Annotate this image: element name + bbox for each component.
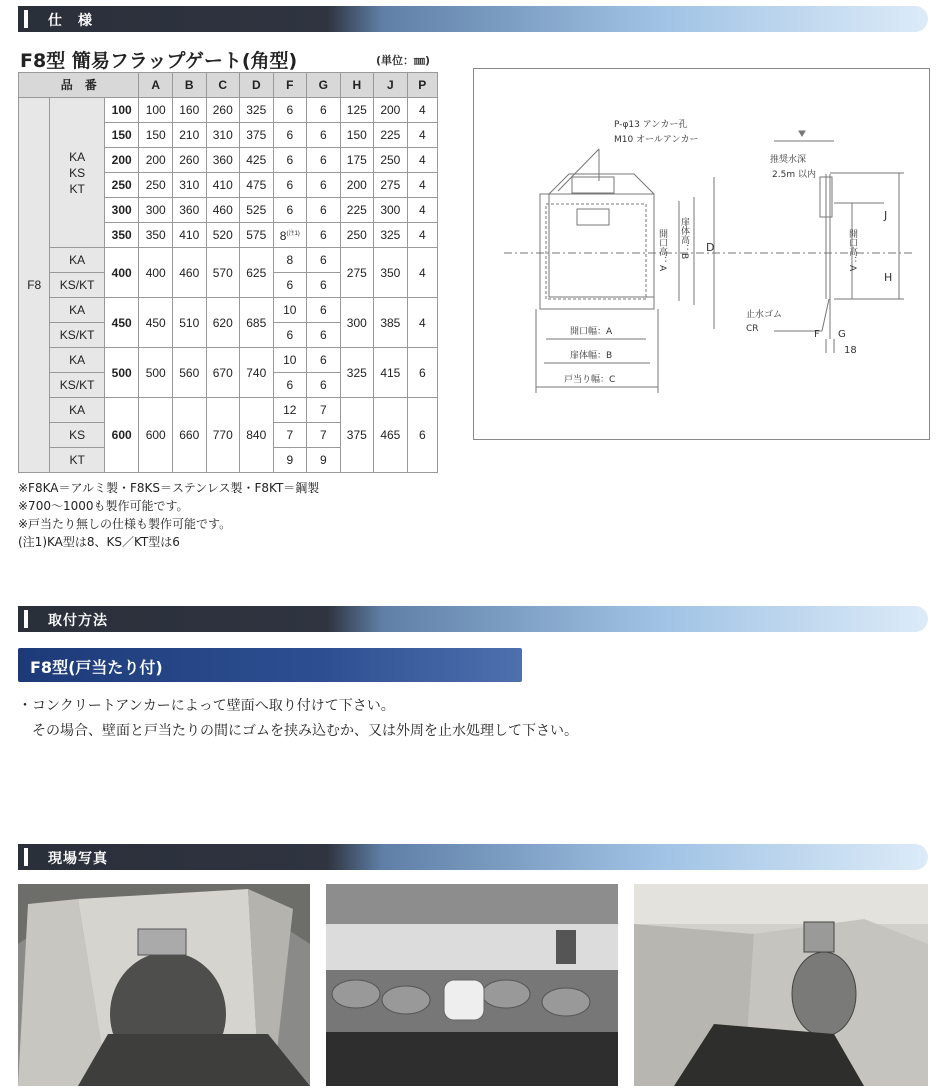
value-cell: 200	[139, 148, 173, 173]
unit-label: (単位：㎜)	[376, 54, 431, 67]
value-cell: 160	[172, 98, 206, 123]
section-title-spec: 仕 様	[48, 13, 93, 29]
section-title-install: 取付方法	[48, 613, 108, 629]
value-cell: 6	[273, 98, 307, 123]
category-cell	[50, 98, 104, 248]
note-line: ※戸当たり無しの仕様も製作可能です。	[18, 517, 232, 531]
value-cell: 400	[139, 248, 173, 298]
site-photo-1	[18, 884, 310, 1086]
section-marker	[24, 10, 28, 28]
label-D: D	[706, 241, 715, 254]
technical-drawing	[473, 68, 930, 440]
value-cell: 300	[374, 198, 408, 223]
value-cell: 175	[340, 148, 374, 173]
value-cell: 200	[340, 173, 374, 198]
value-cell: 840	[240, 398, 274, 473]
category-cell: KA	[50, 398, 104, 423]
label-rubber: 止水ゴム	[746, 310, 783, 320]
value-cell: 6	[307, 198, 341, 223]
value-cell: 350	[139, 223, 173, 248]
table-header-row	[19, 73, 438, 98]
photo-3-illustration	[634, 884, 928, 1086]
value-cell: 360	[172, 198, 206, 223]
size-cell: 100	[104, 98, 139, 123]
product-title: F8型 簡易フラップゲート(角型)	[20, 50, 298, 72]
value-cell: 10	[273, 298, 307, 323]
value-cell: 310	[172, 173, 206, 198]
value-cell: 410	[172, 223, 206, 248]
value-cell: 510	[172, 298, 206, 348]
value-cell: 620	[206, 298, 240, 348]
value-cell: 415	[374, 348, 408, 398]
value-cell: 375	[340, 398, 374, 473]
value-cell: 375	[240, 123, 274, 148]
label-anchor-bolt: M10 オールアンカー	[614, 135, 699, 145]
value-cell: 6	[407, 398, 437, 473]
value-cell: 275	[374, 173, 408, 198]
category-cell: KS/KT	[50, 323, 104, 348]
value-cell: 500	[139, 348, 173, 398]
spec-notes	[18, 479, 319, 551]
value-cell: 465	[374, 398, 408, 473]
value-cell: 6	[273, 148, 307, 173]
value-cell: 4	[407, 223, 437, 248]
value-cell: 600	[139, 398, 173, 473]
value-cell: 6	[307, 373, 341, 398]
label-door-height: 扉体高：B	[679, 217, 689, 260]
header-cell: G	[307, 73, 341, 98]
value-cell: 4	[407, 148, 437, 173]
table-row	[19, 348, 438, 373]
label-depth: 推奨水深	[770, 155, 807, 165]
note-line: ※F8KA＝アルミ製・F8KS＝ステンレス製・F8KT＝鋼製	[18, 481, 320, 495]
value-cell: 6	[307, 123, 341, 148]
value-cell: 350	[374, 248, 408, 298]
value-cell: 150	[139, 123, 173, 148]
water-mark	[799, 131, 805, 136]
header-cell: P	[407, 73, 437, 98]
category-label: KS	[69, 165, 86, 180]
section-bar-install	[18, 606, 928, 632]
header-cell: A	[139, 73, 173, 98]
model-cell: F8	[19, 98, 50, 473]
value-cell: 6	[307, 248, 341, 273]
value-cell: 4	[407, 248, 437, 298]
instruction-line: その場合、壁面と戸当たりの間にゴムを挟み込むか、又は外周を止水処理して下さい。	[18, 723, 578, 739]
value-cell: 4	[407, 123, 437, 148]
frame-outline	[549, 174, 654, 297]
category-cell: KS/KT	[50, 373, 104, 398]
header-cell: 品 番	[19, 73, 139, 98]
value-cell: 6	[307, 273, 341, 298]
value-cell: 450	[139, 298, 173, 348]
size-cell: 150	[104, 123, 139, 148]
value-cell: 9	[307, 448, 341, 473]
instruction-line: ・コンクリートアンカーによって壁面へ取り付けて下さい。	[18, 698, 395, 714]
label-depth-value: 2.5m 以内	[772, 170, 816, 180]
value-cell: 460	[206, 198, 240, 223]
drawing-svg	[474, 69, 929, 439]
value-cell: 4	[407, 98, 437, 123]
photo-1-illustration	[18, 884, 310, 1086]
install-instructions	[18, 694, 578, 744]
value-cell: 625	[240, 248, 274, 298]
anchor-leader-2	[558, 149, 599, 191]
value-cell: 225	[340, 198, 374, 223]
section-bar-photos	[18, 844, 928, 870]
value-cell: 225	[374, 123, 408, 148]
section-marker	[24, 610, 28, 628]
table-row	[19, 298, 438, 323]
value-cell: 9	[273, 448, 307, 473]
size-cell: 600	[104, 398, 139, 473]
value-cell: 6	[273, 273, 307, 298]
spec-table	[18, 72, 438, 473]
value-cell: 670	[206, 348, 240, 398]
value-cell: 360	[206, 148, 240, 173]
header-cell: D	[240, 73, 274, 98]
size-cell: 400	[104, 248, 139, 298]
value-cell: 410	[206, 173, 240, 198]
category-cell: KA	[50, 348, 104, 373]
value-cell: 6	[307, 348, 341, 373]
site-photo-3	[634, 884, 928, 1086]
value-cell	[273, 223, 307, 248]
value-text: 8	[279, 229, 287, 243]
table-row	[19, 98, 438, 123]
header-cell: C	[206, 73, 240, 98]
value-cell: 325	[374, 223, 408, 248]
size-cell: 450	[104, 298, 139, 348]
value-cell: 385	[374, 298, 408, 348]
value-cell: 660	[172, 398, 206, 473]
value-cell: 6	[307, 323, 341, 348]
opening-dashed	[546, 204, 646, 299]
value-cell: 325	[340, 348, 374, 398]
value-cell: 4	[407, 173, 437, 198]
table-row	[19, 398, 438, 423]
category-cell: KS/KT	[50, 273, 104, 298]
size-cell: 500	[104, 348, 139, 398]
category-cell: KT	[50, 448, 104, 473]
value-cell: 100	[139, 98, 173, 123]
label-G: G	[838, 329, 846, 340]
value-cell: 525	[240, 198, 274, 223]
category-cell: KA	[50, 248, 104, 273]
size-cell: 250	[104, 173, 139, 198]
label-J: J	[884, 209, 888, 222]
label-open-height: 開口高：A	[657, 229, 667, 272]
subheading-bar	[18, 648, 522, 682]
value-cell: 575	[240, 223, 274, 248]
rubber-leader-2	[822, 299, 829, 331]
value-cell: 460	[172, 248, 206, 298]
value-cell: 6	[407, 348, 437, 398]
value-cell: 570	[206, 248, 240, 298]
hinge-plate	[577, 209, 609, 225]
header-cell: J	[374, 73, 408, 98]
header-cell: H	[340, 73, 374, 98]
value-cell: 250	[340, 223, 374, 248]
value-cell: 125	[340, 98, 374, 123]
section-title-photos: 現場写真	[48, 851, 108, 867]
value-cell: 210	[172, 123, 206, 148]
value-cell: 6	[307, 298, 341, 323]
value-cell: 200	[374, 98, 408, 123]
size-cell: 350	[104, 223, 139, 248]
value-cell: 425	[240, 148, 274, 173]
note-line: ※700～1000も製作可能です。	[18, 499, 189, 513]
label-anchor-hole: P-φ13 アンカー孔	[614, 120, 688, 130]
category-cell: KA	[50, 298, 104, 323]
value-cell: 740	[240, 348, 274, 398]
label-stop-width: 戸当り幅：C	[564, 375, 616, 385]
category-label: KT	[69, 181, 85, 196]
section-marker	[24, 848, 28, 866]
label-18: 18	[844, 345, 857, 356]
label-F: F	[814, 329, 820, 340]
drawing-labels	[564, 118, 892, 385]
label-open-height-side: 開口高：A	[847, 229, 857, 272]
value-cell: 310	[206, 123, 240, 148]
value-cell: 4	[407, 298, 437, 348]
label-door-width: 扉体幅：B	[570, 351, 613, 361]
value-cell: 520	[206, 223, 240, 248]
footnote-mark: (注1)	[286, 231, 300, 237]
size-cell: 300	[104, 198, 139, 223]
value-cell: 260	[172, 148, 206, 173]
value-cell: 6	[307, 173, 341, 198]
photo-2-illustration	[326, 884, 618, 1086]
value-cell: 685	[240, 298, 274, 348]
value-cell: 6	[307, 98, 341, 123]
value-cell: 6	[273, 373, 307, 398]
value-cell: 260	[206, 98, 240, 123]
value-cell: 150	[340, 123, 374, 148]
value-cell: 4	[407, 198, 437, 223]
header-cell: B	[172, 73, 206, 98]
value-cell: 300	[340, 298, 374, 348]
site-photo-2	[326, 884, 618, 1086]
value-cell: 10	[273, 348, 307, 373]
value-cell: 6	[273, 173, 307, 198]
category-cell: KS	[50, 423, 104, 448]
label-H: H	[884, 271, 893, 284]
value-cell: 325	[240, 98, 274, 123]
value-cell: 6	[273, 123, 307, 148]
note-line: (注1)KA型は8、KS／KT型は6	[18, 535, 180, 549]
table-row	[19, 248, 438, 273]
door-stop-outline	[540, 194, 654, 309]
value-cell: 300	[139, 198, 173, 223]
category-label: KA	[69, 149, 86, 164]
value-cell: 6	[307, 223, 341, 248]
value-cell: 8	[273, 248, 307, 273]
label-cr: CR	[746, 324, 759, 334]
section-bar-spec	[18, 6, 928, 32]
value-cell: 475	[240, 173, 274, 198]
value-cell: 7	[307, 398, 341, 423]
value-cell: 770	[206, 398, 240, 473]
subheading-f8: F8型(戸当たり付)	[30, 658, 163, 677]
label-open-width: 開口幅：A	[570, 327, 613, 337]
value-cell: 7	[273, 423, 307, 448]
value-cell: 250	[139, 173, 173, 198]
value-cell: 12	[273, 398, 307, 423]
hinge-bracket	[572, 177, 614, 193]
value-cell: 275	[340, 248, 374, 298]
value-cell: 6	[307, 148, 341, 173]
value-cell: 6	[273, 198, 307, 223]
header-cell: F	[273, 73, 307, 98]
value-cell: 7	[307, 423, 341, 448]
value-cell: 6	[273, 323, 307, 348]
size-cell: 200	[104, 148, 139, 173]
value-cell: 250	[374, 148, 408, 173]
value-cell: 560	[172, 348, 206, 398]
